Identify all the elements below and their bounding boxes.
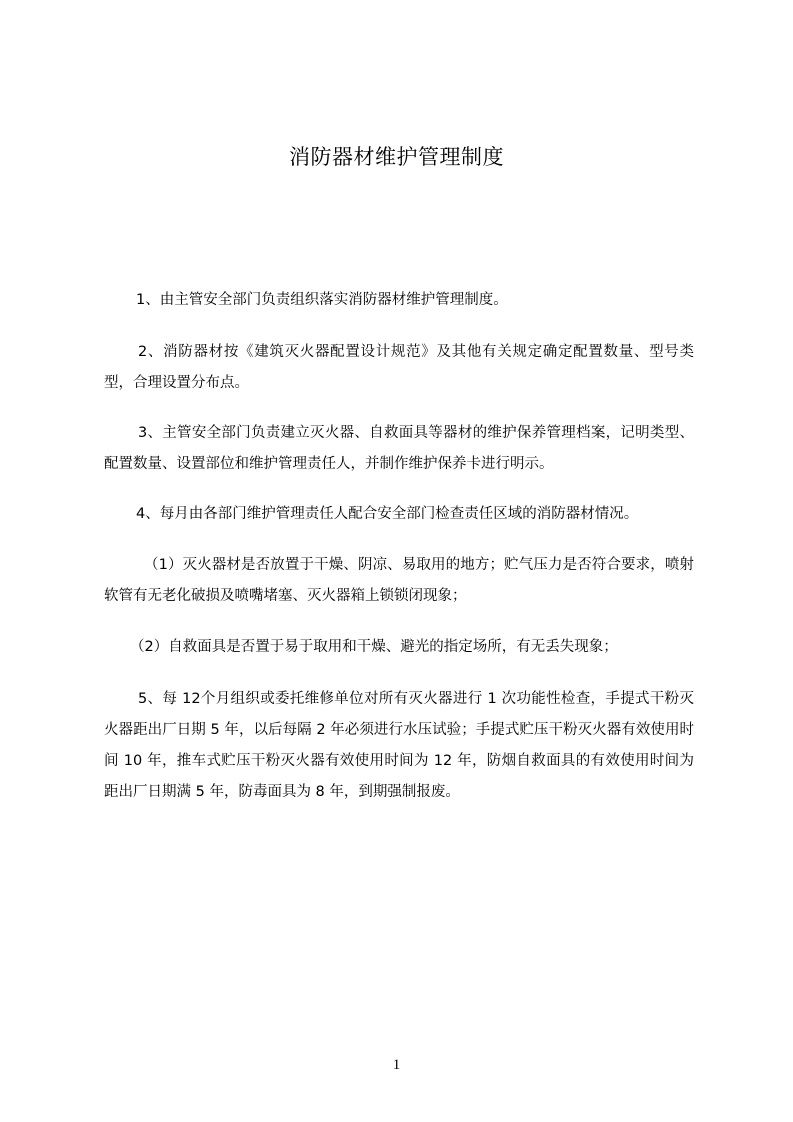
paragraph-4-item-2: （2）自救面具是否置于易于取用和干燥、避光的指定场所，有无丢失现象； [130, 639, 618, 655]
document-title: 消防器材维护管理制度 [289, 145, 504, 169]
paragraph-4-item-1: （1）灭火器材是否放置于干燥、阴凉、易取用的地方；贮气压力是否符合要求，喷射软管有无老化破损及喷嘴堵塞、灭火器箱上锁锁闭现象； [104, 557, 694, 604]
page-number: 1 [392, 1057, 401, 1073]
paragraph-5: 5、每 12个月组织或委托维修单位对所有灭火器进行 1 次功能性检查，手提式干粉灭火器距出厂日期 5 年，以后每隔 2 年必须进行水压试验；手提式贮压干粉灭火器有效使用时间 10 年，推车式贮压干粉灭火器有效使用时间为 12 年，防烟自救面具的有效使用时间为距出厂日期满 5 年，防毒面具为 8 年，到期强制报废。 [104, 691, 694, 800]
paragraph-1: 1、由主管安全部门负责组织落实消防器材维护管理制度。 [136, 292, 508, 308]
paragraph-3: 3、主管安全部门负责建立灭火器、自救面具等器材的维护保养管理档案，记明类型、配置数量、设置部位和维护管理责任人，并制作维护保养卡进行明示。 [104, 425, 694, 472]
paragraph-4: 4、每月由各部门维护管理责任人配合安全部门检查责任区域的消防器材情况。 [136, 506, 639, 522]
paragraph-2: 2、消防器材按《建筑灭火器配置设计规范》及其他有关规定确定配置数量、型号类型，合理设置分布点。 [104, 344, 694, 391]
